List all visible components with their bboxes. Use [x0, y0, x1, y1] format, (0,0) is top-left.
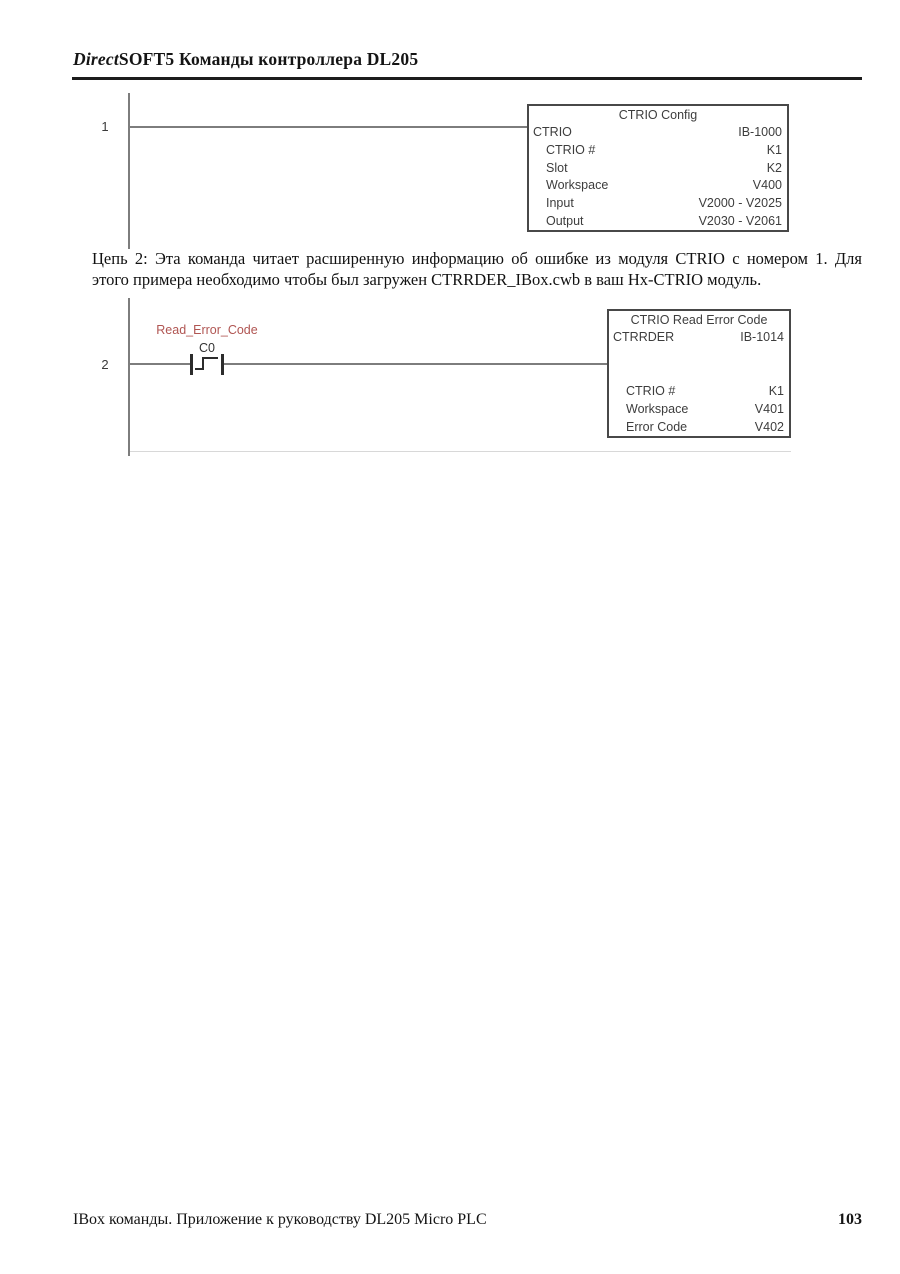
- rung1-wire: [130, 126, 527, 128]
- param-label: CTRIO: [533, 124, 572, 139]
- param-value: V2000 - V2025: [698, 196, 782, 211]
- param-label: Slot: [546, 160, 568, 175]
- contact-operand: C0: [199, 341, 215, 355]
- description-line2: этого примера необходимо чтобы был загружен CTRRDER_IBox.cwb в ваш Hx-CTRIO модуль.: [92, 269, 762, 289]
- instruction-id: IB-1014: [740, 330, 784, 344]
- param-label: CTRIO #: [626, 384, 676, 398]
- rung2-wire-right: [224, 363, 607, 365]
- contact-nickname: Read_Error_Code: [156, 323, 258, 337]
- page-header: [73, 49, 418, 70]
- param-value: K1: [766, 142, 782, 157]
- footer-text: IBox команды. Приложение к руководству DL205 Micro PLC: [73, 1211, 487, 1228]
- param-value: K2: [766, 160, 782, 175]
- ibox-row: [609, 400, 789, 418]
- param-value: V401: [754, 402, 784, 416]
- param-value: V2030 - V2061: [698, 214, 782, 229]
- param-label: Workspace: [626, 402, 689, 416]
- param-label: Error Code: [626, 420, 688, 434]
- param-label: Input: [546, 196, 574, 211]
- ibox-row: [529, 176, 787, 194]
- ibox-row: [529, 194, 787, 212]
- ibox-title: CTRIO Config: [618, 108, 698, 122]
- ibox-spacer: [609, 346, 789, 382]
- power-rail-rung1: [128, 93, 130, 249]
- header-rule: [72, 77, 862, 80]
- param-label: Workspace: [546, 178, 609, 193]
- param-value: IB-1000: [738, 124, 782, 139]
- header-title: SOFT5 Команды контроллера DL205: [118, 49, 419, 69]
- ibox-row: [609, 382, 789, 400]
- scan-artifact-line: [130, 451, 791, 452]
- param-value: K1: [768, 384, 784, 398]
- param-label: CTRIO #: [546, 142, 596, 157]
- ibox-row: [529, 141, 787, 159]
- rung2-wire-left: [130, 363, 190, 365]
- param-value: V400: [752, 178, 782, 193]
- rising-edge-icon: [193, 355, 221, 374]
- ibox-row: [529, 159, 787, 177]
- ibox-title: CTRIO Read Error Code: [630, 313, 768, 327]
- description-paragraph: [92, 249, 862, 290]
- ctrrder-box: [607, 309, 791, 438]
- rung2-number: 2: [101, 357, 109, 372]
- brand-name-italic: Direct: [73, 49, 119, 69]
- ibox-row: [609, 418, 789, 436]
- power-rail-rung2: [128, 298, 130, 456]
- param-label: Output: [546, 214, 584, 229]
- param-value: V402: [754, 420, 784, 434]
- ibox-row: [529, 123, 787, 141]
- rung1-number: 1: [101, 119, 109, 134]
- description-line1: Цепь 2: Эта команда читает расширенную информацию об ошибке из модуля CTRIO с номером 1. Для: [92, 249, 862, 268]
- ibox-row: [529, 212, 787, 230]
- ctrio-config-box: [527, 104, 789, 232]
- ibox-id-row: [609, 328, 789, 346]
- instruction-mnemonic: CTRRDER: [613, 330, 675, 344]
- page-number: 103: [838, 1211, 862, 1228]
